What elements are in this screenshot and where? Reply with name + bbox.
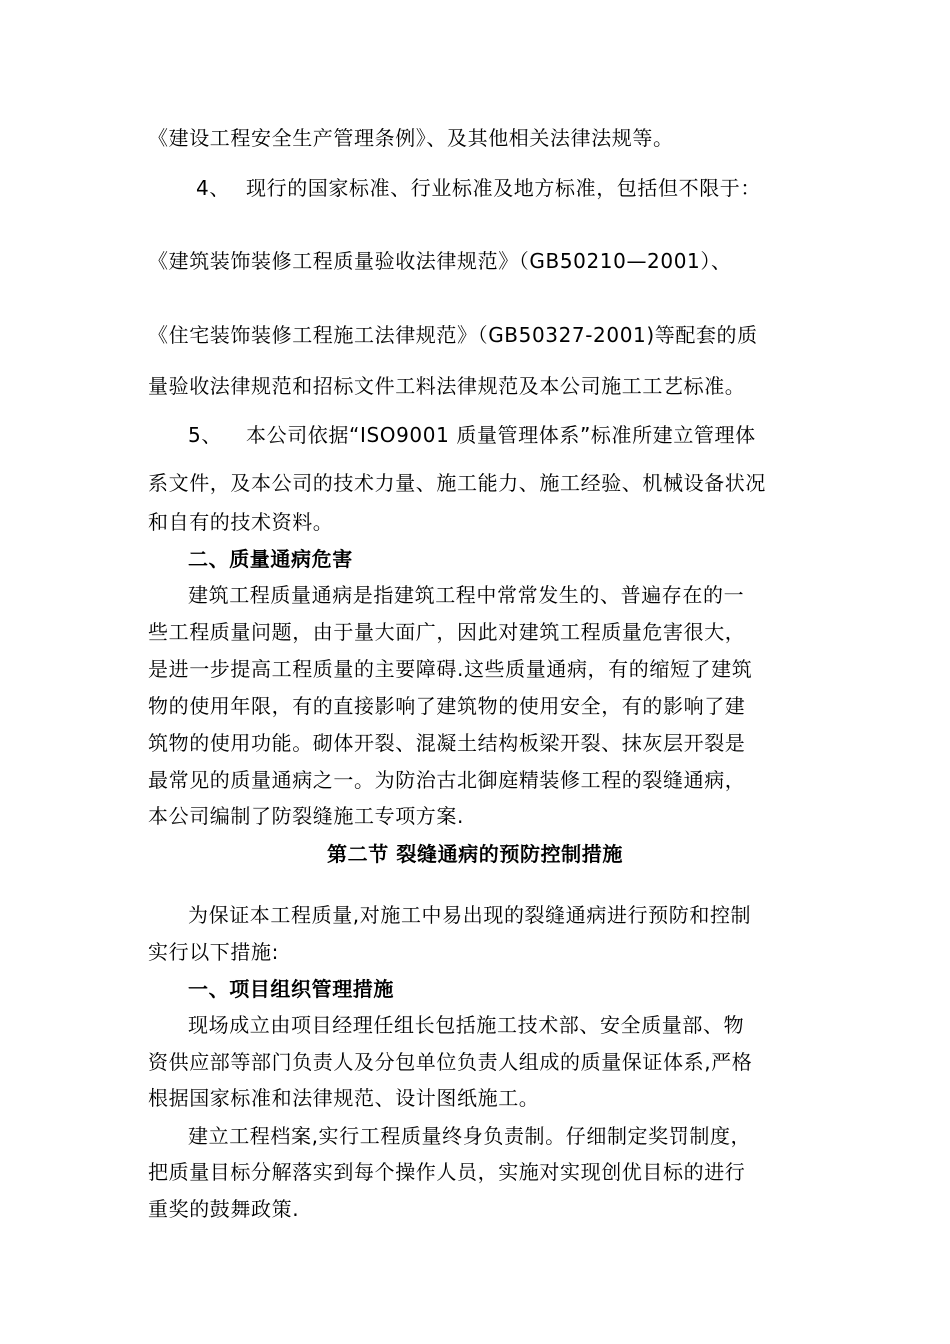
text-line: 现场成立由项目经理任组长包括施工技术部、安全质量部、物	[188, 1013, 745, 1037]
text-line: 根据国家标准和法律规范、设计图纸施工。	[148, 1086, 540, 1110]
section-heading: 二、质量通病危害	[188, 547, 353, 571]
text-line: 实行以下措施:	[148, 940, 279, 964]
text-line: 把质量目标分解落实到每个操作人员，实施对实现创优目标的进行	[148, 1160, 746, 1184]
text-line: 本公司依据“ISO9001 质量管理体系”标准所建立管理体	[246, 423, 756, 447]
text-line: 些工程质量问题，由于量大面广，因此对建筑工程质量危害很大，	[148, 620, 746, 644]
chapter-heading: 第二节 裂缝通病的预防控制措施	[327, 842, 623, 866]
text-line: 重奖的鼓舞政策.	[148, 1197, 300, 1221]
text-line: 最常见的质量通病之一。为防治古北御庭精装修工程的裂缝通病，	[148, 768, 746, 792]
text-line: 《建筑装饰装修工程质量验收法律规范》（GB50210—2001）、	[148, 249, 732, 273]
text-line: 现行的国家标准、行业标准及地方标准，包括但不限于：	[246, 176, 761, 200]
list-number: 5、	[188, 423, 222, 447]
text-line: 《住宅装饰装修工程施工法律规范》（GB50327-2001)等配套的质	[148, 323, 758, 347]
text-line: 资供应部等部门负责人及分包单位负责人组成的质量保证体系,严格	[148, 1050, 753, 1074]
text-line: 系文件，及本公司的技术力量、施工能力、施工经验、机械设备状况	[148, 471, 766, 495]
text-line: 筑物的使用功能。砌体开裂、混凝土结构板梁开裂、抹灰层开裂是	[148, 731, 746, 755]
text-line: 为保证本工程质量,对施工中易出现的裂缝通病进行预防和控制	[188, 903, 752, 927]
text-line: 和自有的技术资料。	[148, 510, 334, 534]
text-line: 本公司编制了防裂缝施工专项方案.	[148, 804, 464, 828]
list-number: 4、	[196, 176, 230, 200]
text-line: 物的使用年限，有的直接影响了建筑物的使用安全，有的影响了建	[148, 694, 746, 718]
text-line: 量验收法律规范和招标文件工料法律规范及本公司施工工艺标准。	[148, 374, 746, 398]
text-line: 是进一步提高工程质量的主要障碍.这些质量通病，有的缩短了建筑	[148, 657, 753, 681]
text-line: 建立工程档案,实行工程质量终身负责制。仔细制定奖罚制度，	[188, 1124, 752, 1148]
text-line: 建筑工程质量通病是指建筑工程中常常发生的、普遍存在的一	[188, 583, 745, 607]
text-line: 《建设工程安全生产管理条例》、及其他相关法律法规等。	[148, 126, 674, 150]
section-heading: 一、项目组织管理措施	[188, 977, 394, 1001]
